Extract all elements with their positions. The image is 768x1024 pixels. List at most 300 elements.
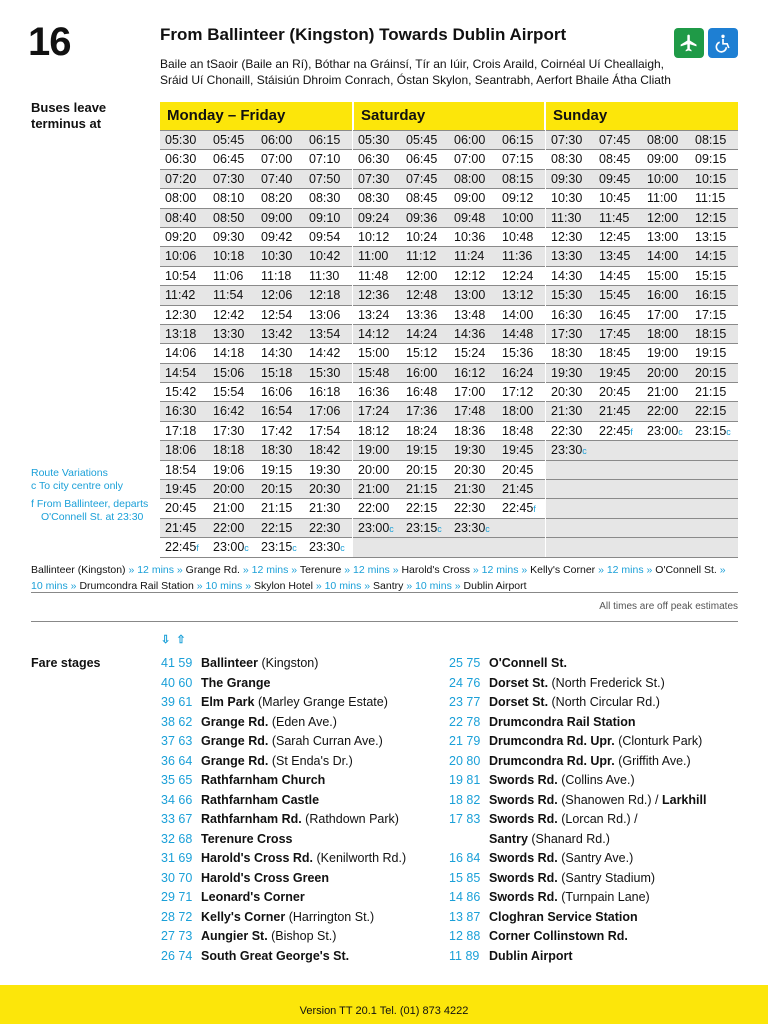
timetable-row (353, 305, 545, 324)
time-value: 22:30 (454, 501, 486, 516)
departure-time (642, 344, 690, 362)
time-value: 23:30 (309, 540, 341, 555)
time-note-marker: c (389, 523, 394, 534)
departure-time (304, 189, 352, 207)
time-value: 20:15 (695, 365, 727, 380)
fare-stage-name: Rathfarnham Castle (201, 792, 320, 807)
time-value: 07:30 (358, 171, 390, 186)
footer: Version TT 20.1 Tel. (01) 873 4222 (0, 985, 768, 1024)
time-value: 21:00 (213, 501, 245, 516)
fare-stage-detail: (Kenilworth Rd.) (313, 851, 407, 865)
time-value: 09:12 (502, 191, 534, 206)
departure-time (353, 131, 401, 149)
time-value: 07:30 (213, 171, 245, 186)
departure-time (546, 286, 594, 304)
departure-time (642, 247, 690, 265)
fare-stage-detail: (Collins Ave.) (557, 773, 635, 787)
stop-name: Grange Rd. (185, 564, 240, 576)
fare-stage-row (161, 732, 406, 752)
fare-stage-name: Harold's Cross Green (201, 870, 330, 885)
time-value: 12:15 (695, 210, 727, 225)
time-value: 09:42 (261, 229, 293, 244)
time-value: 09:15 (695, 152, 727, 167)
departure-time (546, 228, 594, 246)
stop-name: Skylon Hotel (253, 580, 313, 592)
departure-time (160, 189, 208, 207)
time-value: 22:15 (261, 520, 293, 535)
departure-time (304, 325, 352, 343)
departure-time (353, 480, 401, 498)
fare-stage-name: Swords Rd. (489, 792, 558, 807)
departure-time (642, 383, 690, 401)
fare-stage-name: O'Connell St. (489, 656, 567, 670)
time-value: 11:18 (261, 268, 292, 283)
departure-time (401, 480, 449, 498)
timetable-row (160, 401, 352, 420)
fare-stage-row (161, 888, 406, 908)
time-value: 14:06 (165, 346, 197, 361)
timetable-row (353, 266, 545, 285)
departure-time (353, 267, 401, 285)
timetable-row (160, 363, 352, 382)
departure-time (208, 209, 256, 227)
time-value: 11:45 (599, 210, 630, 225)
time-value: 11:42 (165, 288, 196, 303)
time-value: 16:00 (406, 365, 438, 380)
time-value: 06:00 (454, 133, 486, 147)
departure-time (401, 344, 449, 362)
departure-time (401, 364, 449, 382)
time-value: 09:48 (454, 210, 486, 225)
chevrons-down-icon: ⇩ (161, 634, 171, 646)
fare-stage-name: Swords Rd. (489, 870, 558, 885)
variation-f: f From Ballinteer, departs O'Connell St. at 23:30 (31, 498, 149, 523)
fare-stage-numbers: 36 64 (161, 753, 193, 768)
fare-stage-name: Drumcondra Rd. Upr. (489, 753, 615, 768)
departure-time (594, 422, 642, 440)
time-value: 08:30 (358, 191, 390, 206)
departure-time (160, 383, 208, 401)
departure-time (642, 189, 690, 207)
timetable-row (546, 440, 738, 459)
time-value: 17:15 (695, 307, 727, 322)
time-value: 13:18 (165, 326, 197, 341)
time-value: 08:45 (406, 191, 438, 206)
departure-time (160, 422, 208, 440)
timetable (160, 102, 738, 558)
departure-time (497, 286, 545, 304)
time-value: 07:10 (309, 152, 341, 167)
time-value: 22:15 (695, 404, 727, 419)
departure-time (642, 267, 690, 285)
departure-time (642, 131, 690, 149)
time-value: 18:42 (309, 443, 341, 458)
departure-time (401, 422, 449, 440)
time-value: 15:00 (358, 346, 390, 361)
time-value: 23:15 (261, 540, 293, 555)
fare-stage-numbers: 18 82 (449, 792, 481, 807)
departure-time (642, 209, 690, 227)
variation-c: c To city centre only (31, 480, 124, 492)
fare-stage-numbers: 12 88 (449, 929, 481, 943)
irish-stops-text (160, 56, 720, 88)
departure-time (594, 150, 642, 168)
fare-stage-numbers: 34 66 (161, 792, 193, 807)
departure-time (594, 441, 642, 459)
departure-time (594, 189, 642, 207)
departure-time (497, 267, 545, 285)
time-value: 05:30 (358, 133, 390, 147)
departure-time (497, 325, 545, 343)
time-value: 19:15 (695, 346, 727, 361)
time-value: 05:45 (406, 133, 438, 147)
time-value: 14:15 (695, 249, 727, 264)
time-value: 13:48 (454, 307, 486, 322)
departure-time (449, 306, 497, 324)
timetable-row (353, 246, 545, 265)
departure-time (208, 480, 256, 498)
timetable-row (546, 227, 738, 246)
time-value: 14:30 (551, 268, 583, 283)
timetable-row (546, 246, 738, 265)
fare-stage-name: Grange Rd. (201, 753, 269, 768)
departure-time (353, 170, 401, 188)
departure-time (497, 344, 545, 362)
departure-time (304, 344, 352, 362)
departure-time (401, 286, 449, 304)
time-value: 18:00 (502, 404, 534, 419)
fare-stage-numbers: 28 72 (161, 909, 193, 924)
time-value: 09:00 (647, 152, 679, 167)
departure-time (497, 402, 545, 420)
departure-time (160, 344, 208, 362)
departure-time (690, 306, 738, 324)
time-value: 11:06 (213, 268, 244, 283)
timetable-row (546, 343, 738, 362)
timetable-row (546, 479, 738, 498)
departure-time (401, 519, 449, 537)
stop-name: Terenure (299, 564, 342, 576)
time-note-marker: c (582, 446, 587, 457)
time-value: 17:36 (406, 404, 438, 419)
departure-time (256, 170, 304, 188)
time-value: 15:18 (261, 365, 293, 380)
timetable-row (546, 498, 738, 517)
time-value: 06:00 (261, 133, 293, 147)
time-value: 16:45 (599, 307, 631, 322)
time-value: 16:30 (165, 404, 197, 419)
time-value: 08:15 (502, 171, 534, 186)
time-value: 10:18 (213, 249, 245, 264)
timetable-row (353, 401, 545, 420)
stop-gap: » 12 mins » (239, 564, 300, 576)
time-value: 12:00 (647, 210, 679, 225)
departure-time (449, 189, 497, 207)
stop-name: Ballinteer (Kingston) (31, 564, 126, 576)
time-value: 21:45 (502, 482, 534, 497)
fare-stage-detail: (Shanowen Rd.) / (557, 792, 662, 807)
departure-time (594, 383, 642, 401)
stop-name: O'Connell St. (655, 564, 717, 576)
departure-time (449, 286, 497, 304)
time-value: 07:45 (599, 133, 631, 147)
departure-time (690, 247, 738, 265)
time-note-marker: c (292, 543, 297, 554)
time-value: 22:30 (551, 423, 583, 438)
time-value: 15:15 (695, 268, 727, 283)
departure-time (690, 402, 738, 420)
departure-time (401, 228, 449, 246)
time-value: 15:30 (551, 288, 583, 303)
time-value: 13:12 (502, 288, 534, 303)
fare-stage-numbers: 14 86 (449, 890, 481, 904)
stop-gap: » 12 mins » (341, 564, 402, 576)
time-note-marker: c (340, 543, 345, 554)
stop-gap: » 10 mins » (312, 580, 374, 592)
time-value: 23:15 (695, 423, 727, 438)
departure-time (256, 480, 304, 498)
departure-time (304, 538, 352, 556)
departure-time (690, 383, 738, 401)
timetable-row (160, 343, 352, 362)
fare-stage-name: Dorset St. (489, 695, 549, 709)
fare-stage-row (161, 713, 406, 733)
time-value: 10:06 (165, 249, 197, 264)
time-value: 11:54 (213, 288, 244, 303)
departure-time (546, 170, 594, 188)
departure-time (642, 364, 690, 382)
time-value: 10:30 (261, 249, 293, 264)
stop-gap: » 10 mins » (403, 580, 464, 592)
departure-time (401, 383, 449, 401)
time-note-marker: c (678, 426, 683, 437)
departure-time (160, 247, 208, 265)
fare-stage-detail: (Eden Ave.) (268, 714, 337, 729)
time-value: 18:30 (261, 443, 293, 458)
departure-time (401, 402, 449, 420)
time-value: 13:00 (647, 229, 679, 244)
timetable-row (546, 130, 738, 149)
fare-stage-name: Corner Collinstown Rd. (489, 929, 628, 943)
timetable-row (353, 188, 545, 207)
time-value: 12:48 (406, 288, 438, 303)
fare-stage-row (161, 830, 406, 850)
time-value: 14:48 (502, 326, 534, 341)
departure-time (208, 441, 256, 459)
fare-stage-numbers: 23 77 (449, 695, 481, 709)
departure-time (690, 170, 738, 188)
departure-time (353, 325, 401, 343)
departure-time (208, 170, 256, 188)
timetable-row (160, 324, 352, 343)
time-value: 07:20 (165, 171, 197, 186)
fare-stage-detail: (Griffith Ave.) (614, 753, 691, 768)
time-value: 06:45 (406, 152, 438, 167)
departure-time (497, 170, 545, 188)
departure-time (160, 131, 208, 149)
timetable-row (353, 324, 545, 343)
time-value: 16:36 (358, 385, 390, 400)
departure-time (642, 286, 690, 304)
time-value: 18:45 (599, 346, 631, 361)
departure-time (353, 519, 401, 537)
time-value: 09:30 (213, 229, 245, 244)
fare-stage-name: Grange Rd. (201, 734, 269, 748)
departure-time (208, 402, 256, 420)
time-value: 15:54 (213, 385, 245, 400)
time-value: 20:30 (551, 385, 583, 400)
time-value: 16:42 (213, 404, 245, 419)
departure-time (497, 364, 545, 382)
time-value: 14:36 (454, 326, 486, 341)
fare-stage-name: Dublin Airport (489, 948, 573, 963)
timetable-row (160, 169, 352, 188)
fare-stage-numbers: 25 75 (449, 656, 481, 670)
fare-stage-row (449, 654, 706, 674)
fare-stage-detail: (Santry Ave.) (557, 851, 634, 865)
time-value: 10:30 (551, 191, 583, 206)
fare-stage-numbers: 24 76 (449, 675, 481, 690)
timetable-row (160, 498, 352, 517)
departure-time (160, 170, 208, 188)
fare-stage-row (161, 849, 406, 869)
fare-stage-detail: (Sarah Curran Ave.) (268, 734, 383, 748)
departure-time (304, 150, 352, 168)
time-value: 10:36 (454, 229, 486, 244)
fare-stage-name: Swords Rd. (489, 851, 558, 865)
departure-time (642, 150, 690, 168)
time-value: 23:30 (454, 520, 486, 535)
departure-time (304, 131, 352, 149)
time-value: 20:15 (406, 462, 438, 477)
time-value: 21:15 (406, 482, 438, 497)
fare-stage-row (161, 869, 406, 889)
timetable-row (160, 227, 352, 246)
departure-time (546, 383, 594, 401)
time-value: 16:54 (261, 404, 293, 419)
fare-stage-name: Dorset St. (489, 675, 549, 690)
timetable-row (160, 188, 352, 207)
departure-time (690, 228, 738, 246)
departure-time (256, 519, 304, 537)
time-value: 16:15 (695, 288, 727, 303)
fare-stage-numbers: 30 70 (161, 870, 193, 885)
time-value: 16:18 (309, 385, 341, 400)
time-value: 12:42 (213, 307, 245, 322)
stop-name: Santry (373, 580, 404, 592)
fare-stage-numbers: 15 85 (449, 870, 481, 885)
time-value: 17:42 (261, 423, 293, 438)
time-value: 10:54 (165, 268, 197, 283)
time-value: 12:06 (261, 288, 293, 303)
fare-stage-numbers: 13 87 (449, 909, 481, 924)
time-value: 17:00 (647, 307, 679, 322)
time-value: 14:18 (213, 346, 245, 361)
departure-time (594, 131, 642, 149)
departure-time (497, 306, 545, 324)
time-value: 12:30 (551, 229, 583, 244)
fare-stage-name: Rathfarnham Church (201, 773, 326, 787)
time-value: 12:00 (406, 268, 438, 283)
departure-time (497, 209, 545, 227)
time-value: 13:24 (358, 307, 390, 322)
departure-time (256, 131, 304, 149)
fare-stage-row (449, 791, 706, 811)
time-value: 07:00 (261, 152, 293, 167)
departure-time (594, 364, 642, 382)
page-title: From Ballinteer (Kingston) Towards Dublin Airport (160, 25, 567, 44)
departure-time (594, 325, 642, 343)
departure-time (449, 519, 497, 537)
departure-time (546, 150, 594, 168)
time-note-marker: c (726, 426, 731, 437)
offpeak-note: All times are off peak estimates (599, 601, 738, 612)
fare-stage-name: Harold's Cross Rd. (201, 851, 314, 865)
time-value: 20:00 (213, 482, 245, 497)
time-value: 20:45 (502, 462, 534, 477)
fare-stage-row (449, 810, 706, 830)
timetable-row (546, 382, 738, 401)
departure-time (642, 441, 690, 459)
departure-time (401, 499, 449, 517)
wheelchair-icon (708, 28, 738, 58)
departure-time (690, 267, 738, 285)
departure-time (449, 364, 497, 382)
time-value: 09:00 (454, 191, 486, 206)
departure-time (256, 499, 304, 517)
departure-time (497, 228, 545, 246)
departure-time (160, 538, 208, 556)
fare-stage-numbers: 32 68 (161, 831, 193, 846)
departure-time (594, 286, 642, 304)
time-value: 06:45 (213, 152, 245, 167)
departure-time (256, 209, 304, 227)
direction-arrows (161, 633, 186, 646)
time-value: 15:36 (502, 346, 534, 361)
departure-time (160, 306, 208, 324)
time-value: 21:00 (358, 482, 390, 497)
departure-time (208, 150, 256, 168)
time-value: 12:12 (454, 268, 486, 283)
fare-stage-name: Drumcondra Rail Station (489, 714, 636, 729)
route-variations-title: Route Variations (31, 467, 108, 479)
time-value: 21:30 (551, 404, 583, 419)
departure-time (642, 402, 690, 420)
time-value: 11:00 (358, 249, 389, 264)
fare-stage-name: Aungier St. (201, 929, 268, 943)
time-value: 14:00 (647, 249, 679, 264)
time-value: 12:54 (261, 307, 293, 322)
timetable-row (353, 169, 545, 188)
time-value: 22:30 (309, 520, 341, 535)
timetable-row (160, 460, 352, 479)
departure-time (208, 228, 256, 246)
time-value: 09:36 (406, 210, 438, 225)
departure-time (546, 364, 594, 382)
time-value: 22:45 (165, 540, 197, 555)
time-value: 10:48 (502, 229, 534, 244)
time-value: 06:15 (309, 133, 341, 147)
departure-time (160, 286, 208, 304)
time-value: 17:12 (502, 385, 534, 400)
time-value: 06:15 (502, 133, 534, 147)
timetable-row (546, 421, 738, 440)
departure-time (304, 499, 352, 517)
timetable-row (353, 460, 545, 479)
timetable-row (546, 305, 738, 324)
departure-time (256, 461, 304, 479)
departure-time (304, 170, 352, 188)
